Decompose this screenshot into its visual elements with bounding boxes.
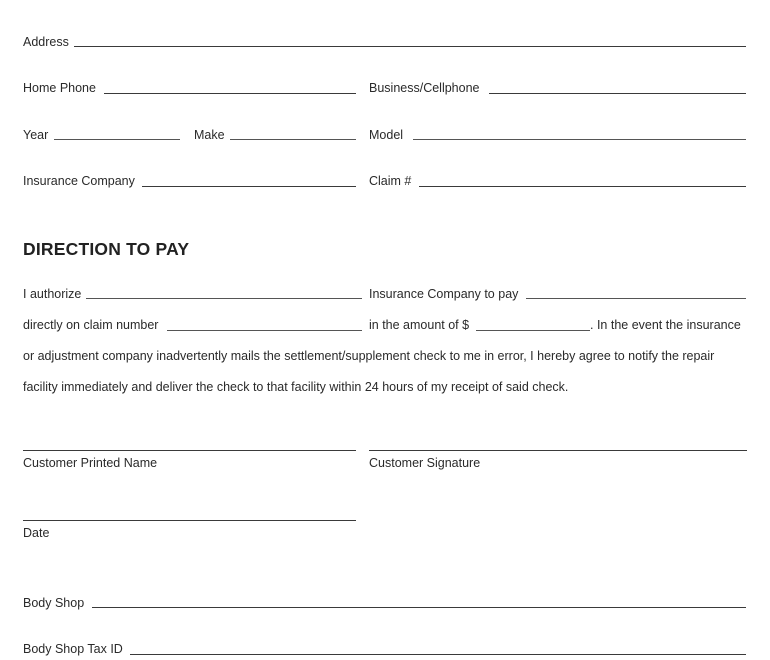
body-shop-tax-id-label: Body Shop Tax ID (23, 642, 123, 656)
make-field[interactable] (230, 139, 356, 140)
insurance-company-field[interactable] (142, 186, 356, 187)
home-phone-label: Home Phone (23, 81, 96, 95)
model-label: Model (369, 128, 404, 142)
in-the-amount-of-text: in the amount of $ (369, 318, 470, 332)
in-the-event-text: . In the event the insurance (590, 318, 741, 332)
customer-printed-name-label: Customer Printed Name (23, 456, 158, 470)
customer-signature-label: Customer Signature (369, 456, 481, 470)
authorize-name-field[interactable] (86, 298, 362, 299)
year-label: Year (23, 128, 49, 142)
direction-to-pay-heading: DIRECTION TO PAY (23, 239, 190, 259)
model-field[interactable] (413, 139, 746, 140)
customer-signature-field[interactable] (369, 450, 747, 451)
amount-field[interactable] (476, 330, 590, 331)
body-shop-tax-id-field[interactable] (130, 654, 746, 655)
address-field[interactable] (74, 46, 746, 47)
body-shop-field[interactable] (92, 607, 746, 608)
date-label: Date (23, 526, 50, 540)
direct-claim-number-field[interactable] (167, 330, 362, 331)
business-phone-field[interactable] (489, 93, 746, 94)
business-phone-label: Business/Cellphone (369, 81, 480, 95)
home-phone-field[interactable] (104, 93, 356, 94)
pay-to-field[interactable] (526, 298, 746, 299)
year-field[interactable] (54, 139, 180, 140)
paragraph-line-2: or adjustment company inadvertently mails the settlement/supplement check to me in error, I hereby agree to notify the repair (23, 349, 715, 363)
paragraph-line-3: facility immediately and deliver the check to that facility within 24 hours of my receipt of said check. (23, 380, 569, 394)
insurance-company-label: Insurance Company (23, 174, 135, 188)
insurance-company-to-pay-text: Insurance Company to pay (369, 287, 519, 301)
body-shop-label: Body Shop (23, 596, 85, 610)
claim-number-field[interactable] (419, 186, 746, 187)
date-field[interactable] (23, 520, 356, 521)
claim-label: Claim # (369, 174, 412, 188)
directly-on-claim-number-text: directly on claim number (23, 318, 159, 332)
make-label: Make (194, 128, 225, 142)
address-label: Address (23, 35, 69, 49)
i-authorize-text: I authorize (23, 287, 82, 301)
customer-printed-name-field[interactable] (23, 450, 356, 451)
